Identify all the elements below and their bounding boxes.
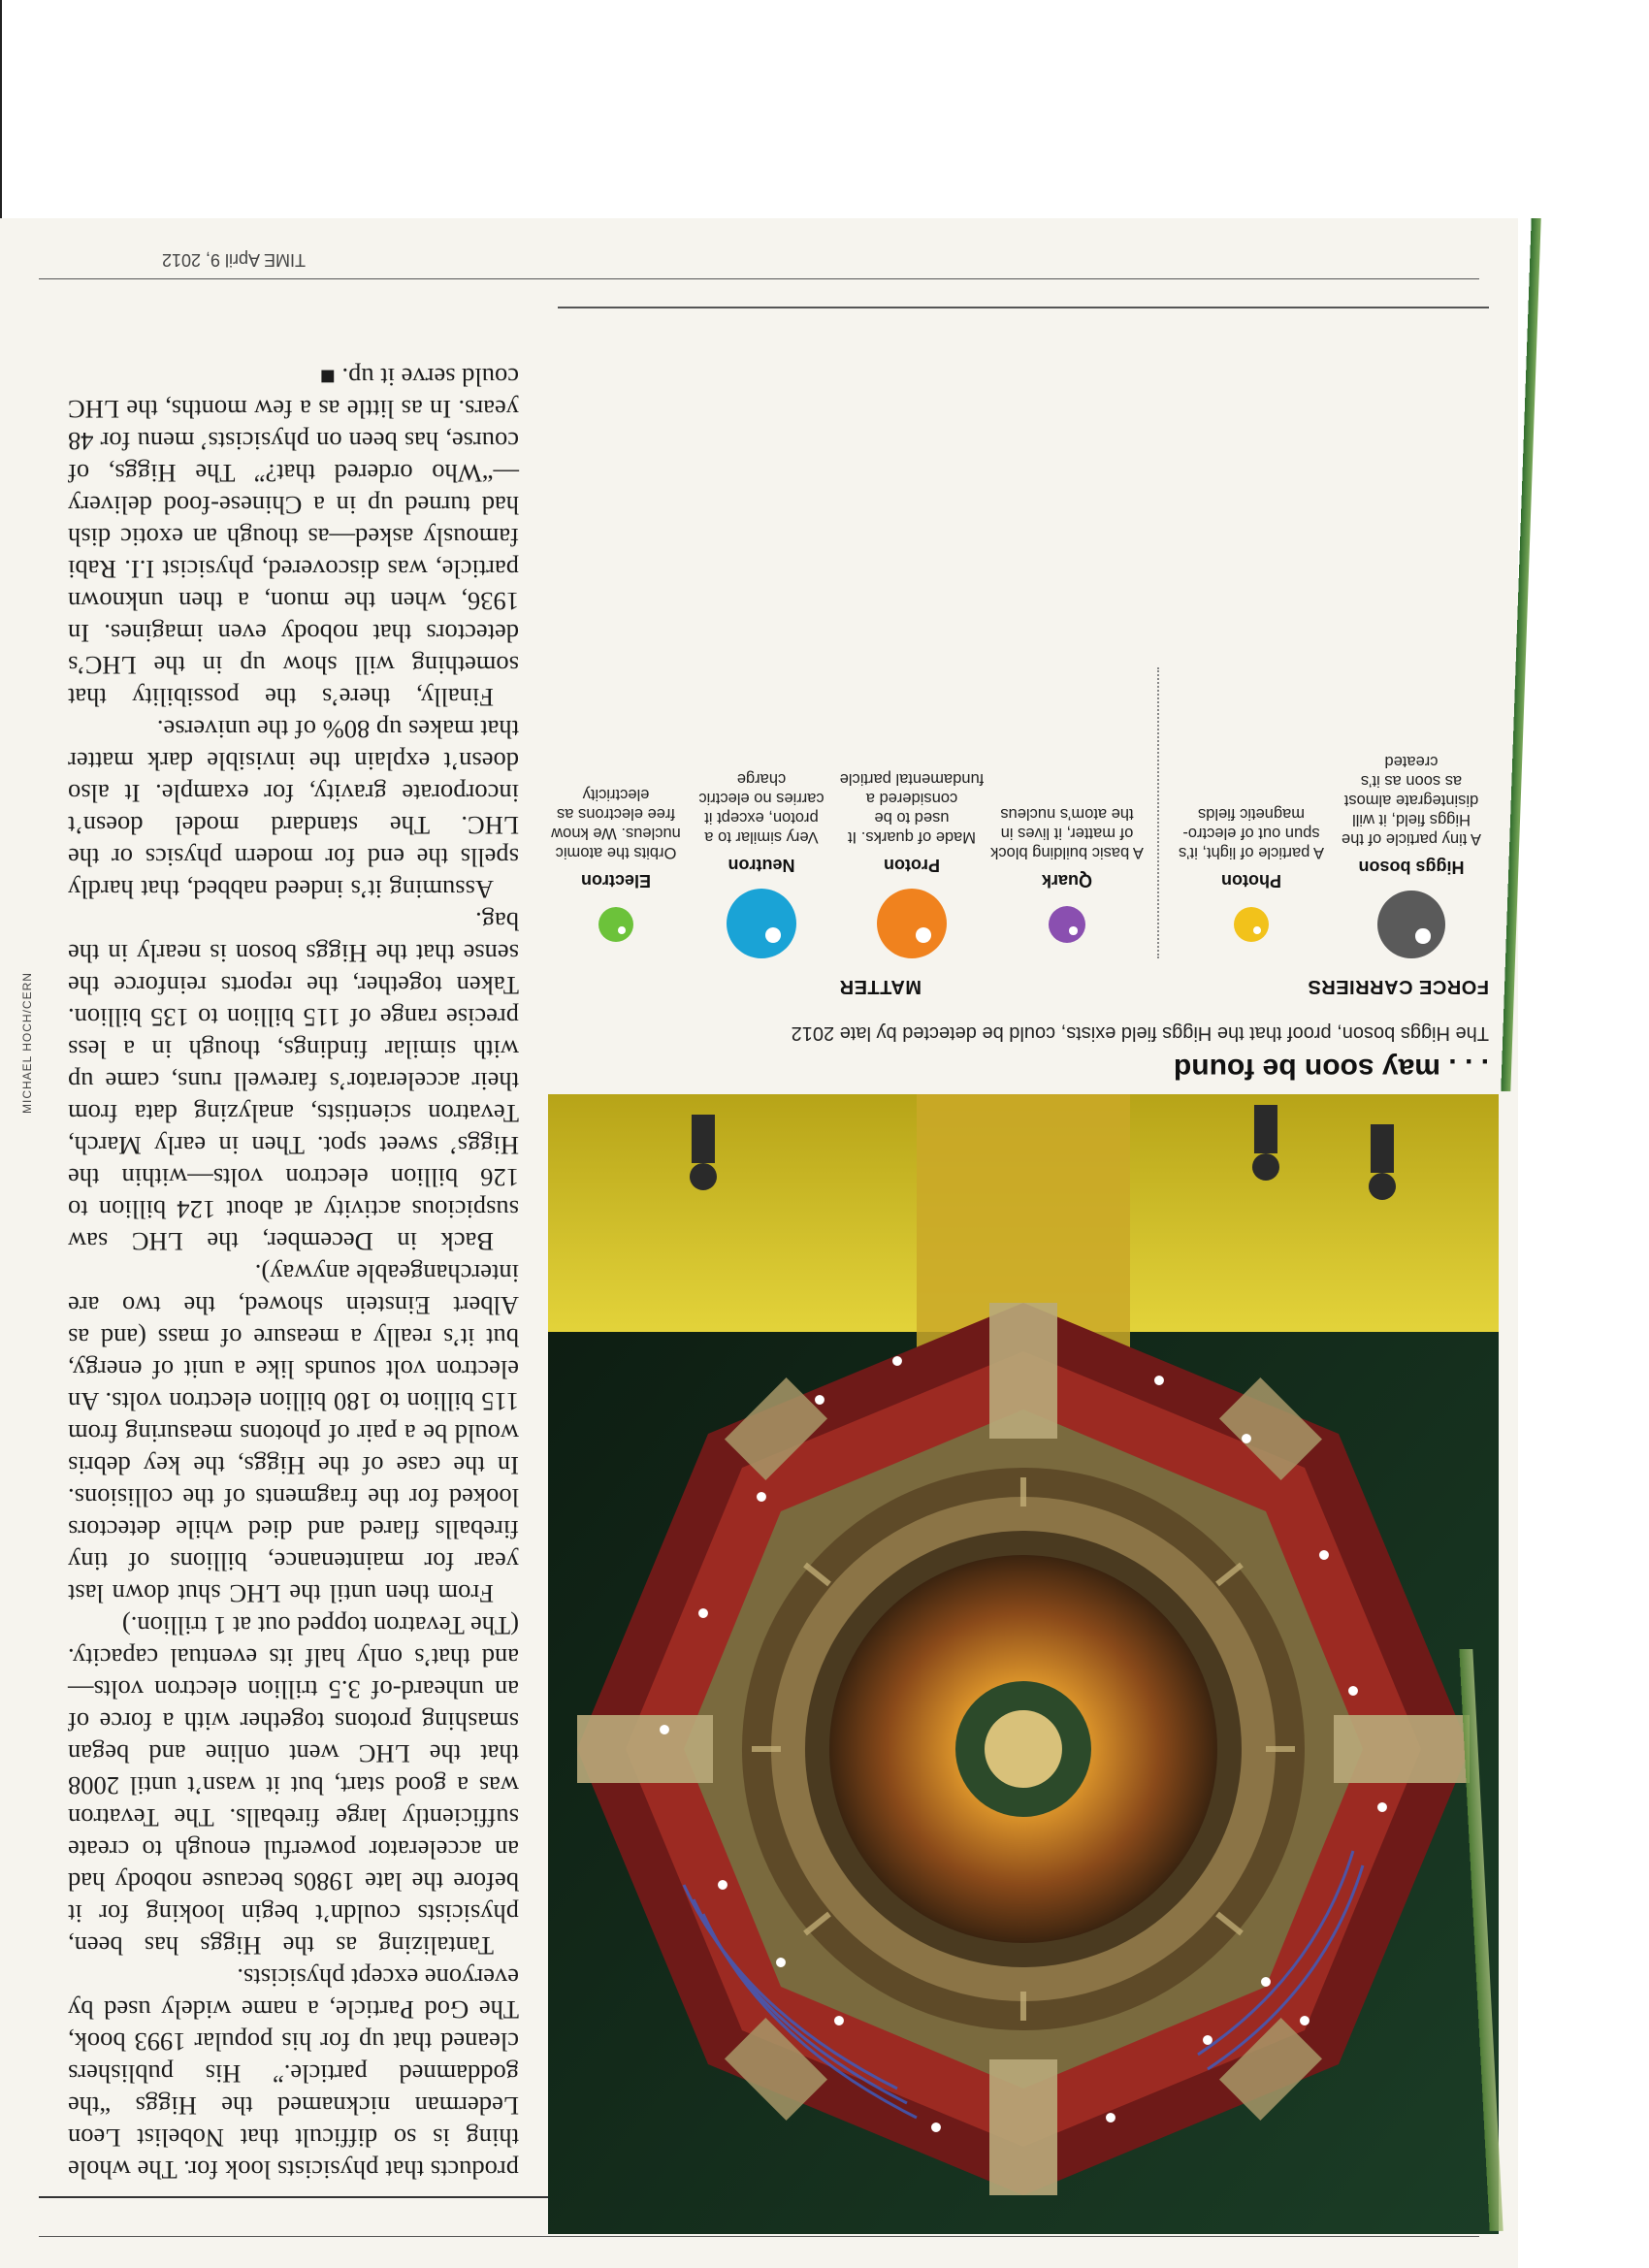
particle-description: A tiny particle of the Higgs field, it will disintegrate almost as soon as it’s created <box>1342 753 1481 848</box>
particle-name: Electron <box>580 871 652 891</box>
article-body <box>68 361 519 2186</box>
particle-name: Photon <box>1221 871 1281 891</box>
article-paragraph: Assuming it’s indeed nabbed, that hardly spells the end for modern physics or the LHC. The standard model doesn’t incorporate gravity, for example. It also doesn’t explain the invisible dark matter that makes up 80% of the universe. <box>68 715 519 904</box>
page-folio: TIME April 9, 2012 <box>161 250 306 270</box>
particle-electron <box>538 785 694 958</box>
article-paragraph: From then until the LHC shut down last year for maintenance, billions of tiny fireballs flared and died while detectors looked for the fragments of the collisions. In the case of the Higgs, the key debris would be a pair of photons measuring from 115 billion to 180 billion electron volts. An electron volt sounds like a unit of energy, but it’s really a measure of mass (and as Albert Einstein showed, the two are interchangeable anyway). <box>68 1259 519 1608</box>
detector-photo <box>548 1094 1499 2234</box>
particle-name: Higgs boson <box>1358 858 1465 877</box>
particle-quark <box>989 804 1145 958</box>
detector-illustration <box>548 1094 1499 2234</box>
particle-description: Made of quarks. It used to be considered a fundamental particle <box>839 770 985 846</box>
quark-dot-icon <box>1049 906 1085 943</box>
infographic-bottom-rule <box>558 307 1489 308</box>
particle-description: Very similar to a proton, except it carries no electric charge <box>698 770 824 846</box>
particle-higgs-boson <box>1334 752 1489 958</box>
footer-rule <box>39 278 1479 279</box>
particle-proton <box>834 769 989 958</box>
infographic-subtitle: The Higgs boson, proof that the Higgs field exists, could be detected by late 2012 <box>791 1022 1489 1044</box>
infographic-title: . . . may soon be found <box>1173 1053 1489 1085</box>
particle-photon <box>1174 804 1329 958</box>
particle-neutron <box>684 769 839 958</box>
photo-credit: MICHAEL HOCH/CERN <box>20 972 34 1114</box>
particle-infographic <box>551 299 1489 1085</box>
scan-margin <box>0 0 1649 218</box>
electron-dot-icon <box>598 907 633 942</box>
article-paragraph: Tantalizing as the Higgs has been, physicists couldn’t begin looking for it before the late 1980s because nobody had an accelerator powerful enough to create sufficiently large fireballs. The Tevatron was a good start, but it wasn’t until 2008 that the LHC went online and began smashing protons together with a force of an unheard-of 3.5 trillion electron volts—and that’s only half its eventual capacity. (The Tevatron topped out at 1 trillion.) <box>68 1611 519 1960</box>
particle-description: Orbits the atomic nucleus. We know free electrons as electricity <box>551 786 681 861</box>
article-paragraph: Finally, there’s the possibility that something will show up in the LHC’s detectors that nobody even imagines. In 1936, when the muon, a then unknown particle, was discovered, physicist I.I. Rabi famously asked—as though an exotic dish had turned up in a Chinese-food delivery—“Who ordered that?” The Higgs, of course, has been on physicists’ menu for 48 years. In as little as a few months, the LHC could serve it up. ■ <box>68 363 519 712</box>
group-label-matter: MATTER <box>839 976 922 997</box>
particle-name: Neutron <box>728 856 795 875</box>
article-paragraph: products that physicists look for. The whole thing is so difficult that Nobelist Leon Lederman nicknamed the Higgs “the goddamned particle.” His publishers cleaned that up for his popular 1993 book, The God Particle, a name widely used by everyone except physicists. <box>68 1963 519 2185</box>
scan-edge <box>0 0 2 218</box>
group-label-force-carriers: FORCE CARRIERS <box>1307 976 1489 997</box>
proton-dot-icon <box>877 889 947 958</box>
column-divider <box>1156 667 1159 958</box>
particle-description: A basic building block of matter, it lives in the atom’s nucleus <box>990 805 1144 861</box>
neutron-dot-icon <box>727 889 796 958</box>
particle-name: Proton <box>884 856 940 875</box>
article-paragraph: Back in December, the LHC saw suspicious activity at about 124 billion to 126 billion electron volts—within the Higgs’ sweet spot. Then in early March, Tevatron scientists, analyzing data from their accelerator’s farewell runs, came up with similar findings, though in a less precise range of 115 billion to 135 billion. Taken together, the reports reinforce the sense that the Higgs boson is nearly in the bag. <box>68 907 519 1256</box>
particle-description: A particle of light, it’s spun out of electro-magnetic fields <box>1178 805 1325 861</box>
photon-dot-icon <box>1234 907 1269 942</box>
particle-name: Quark <box>1041 871 1093 891</box>
higgs-dot-icon <box>1377 891 1445 958</box>
magazine-page <box>0 218 1518 2268</box>
